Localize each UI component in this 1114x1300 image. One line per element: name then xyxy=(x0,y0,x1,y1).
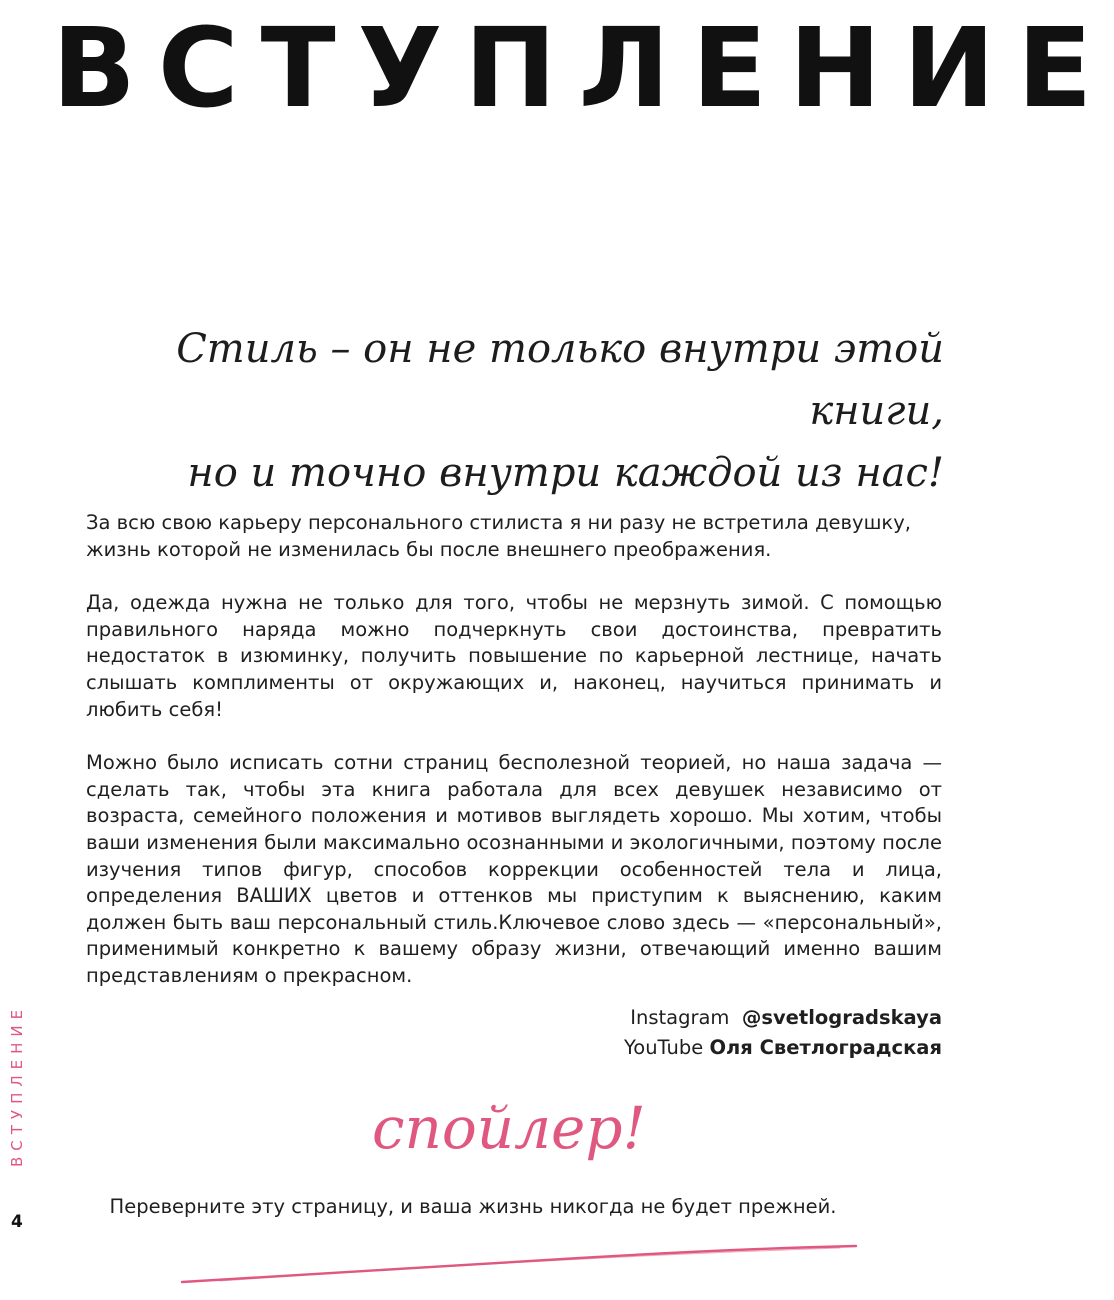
page-title: ВСТУПЛЕНИЕ xyxy=(52,4,1114,132)
paragraph: За всю свою карьеру персонального стилиста я ни разу не встретила девушку, жизнь которой не изменилась бы после внешнего преображения. xyxy=(86,511,911,561)
section-side-label: ВСТУПЛЕНИЕ xyxy=(8,1003,26,1167)
instagram-label: Instagram xyxy=(630,1006,730,1029)
paragraph: Можно было исписать сотни страниц бесполезной теорией, но наша задача — сделать так, чтобы эта книга работала для всех девушек независимо от возраста, семейного положения и мотивов выглядеть хорошо. Мы хотим, чтобы ваши изменения были максимально осознанными и экологичными, поэтому после изучения типов фигур, способов коррекции особенностей тела и лица, определения ВАШИХ цветов и оттенков мы приступим к выяснению, каким должен быть ваш персональный стиль.Ключевое слово здесь — «персональный», применимый конкретно к вашему образу жизни, отвечающий именно вашим представлениям о прекрасном. xyxy=(86,751,942,987)
quote-line: но и точно внутри каждой из нас! xyxy=(187,450,944,496)
youtube-handle: Оля Светлоградская xyxy=(709,1036,942,1059)
quote-line: Стиль – он не только внутри этой книги, xyxy=(176,326,944,434)
instagram-line xyxy=(624,1003,942,1033)
youtube-label: YouTube xyxy=(623,1036,704,1059)
spoiler-script: спойлер! xyxy=(372,1094,646,1162)
brush-underline xyxy=(180,1232,860,1288)
instagram-handle: @svetlogradskaya xyxy=(741,1006,942,1029)
intro-text xyxy=(86,510,942,1017)
page-number: 4 xyxy=(11,1212,23,1232)
epigraph-quote xyxy=(124,318,944,504)
author-social xyxy=(624,1003,942,1063)
closing-line: Переверните эту страницу, и ваша жизнь никогда не будет прежней. xyxy=(109,1195,837,1218)
youtube-line xyxy=(624,1033,942,1063)
paragraph: Да, одежда нужна не только для того, чтобы не мерзнуть зимой. С помощью правильного наряда можно подчеркнуть свои достоинства, превратить недостаток в изюминку, получить повышение по карьерной лестнице, начать слышать комплименты от окружающих и, наконец, научиться принимать и любить себя! xyxy=(86,591,942,721)
